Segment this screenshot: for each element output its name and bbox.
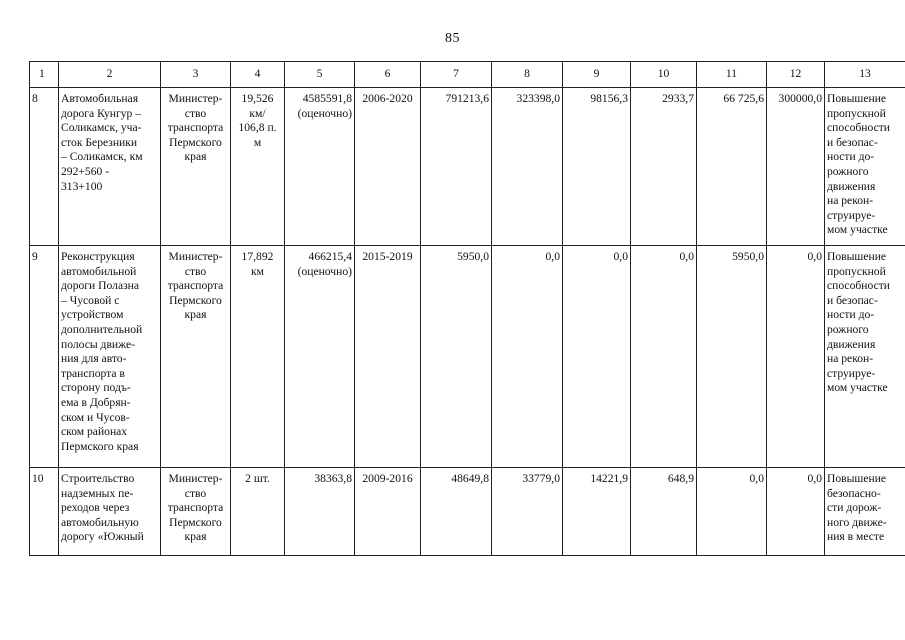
header-cell: 4	[231, 62, 285, 88]
header-cell: 5	[285, 62, 355, 88]
table-row	[30, 468, 905, 556]
value-col-12: 0,0	[767, 468, 825, 556]
value-col-10: 648,9	[631, 468, 697, 556]
header-cell: 13	[825, 62, 905, 88]
header-cell: 10	[631, 62, 697, 88]
value-col-10: 2933,7	[631, 88, 697, 246]
value-col-9: 14221,9	[563, 468, 631, 556]
value-col-10: 0,0	[631, 246, 697, 468]
row-number: 9	[30, 246, 59, 468]
object-name: Строительство надземных пе- реходов через автомобильную дорогу «Южный	[59, 468, 161, 556]
period: 2015-2019	[355, 246, 421, 468]
table-row	[30, 246, 905, 468]
header-cell: 3	[161, 62, 231, 88]
header-cell: 2	[59, 62, 161, 88]
header-cell: 11	[697, 62, 767, 88]
estimated-cost: 4585591,8 (оценочно)	[285, 88, 355, 246]
header-cell: 7	[421, 62, 492, 88]
capacity: 19,526 км/ 106,8 п. м	[231, 88, 285, 246]
value-col-12: 0,0	[767, 246, 825, 468]
agency: Министер- ство транспорта Пермского края	[161, 246, 231, 468]
value-col-11: 0,0	[697, 468, 767, 556]
object-name: Реконструкция автомобильной дороги Полазна – Чусовой с устройством дополнительной полосы движе- ния для авто- транспорта в сторону подъ- ема в Добрян- ском и Чусов- ском районах Пермского края	[59, 246, 161, 468]
value-col-8: 323398,0	[492, 88, 563, 246]
expected-result: Повышение безопасно- сти дорож- ного движе- ния в месте	[825, 468, 905, 556]
page-number: 85	[445, 31, 460, 46]
row-number: 10	[30, 468, 59, 556]
value-col-7: 791213,6	[421, 88, 492, 246]
program-table	[29, 61, 905, 556]
value-col-8: 33779,0	[492, 468, 563, 556]
header-cell: 6	[355, 62, 421, 88]
agency: Министер- ство транспорта Пермского края	[161, 88, 231, 246]
value-col-8: 0,0	[492, 246, 563, 468]
estimated-cost: 38363,8	[285, 468, 355, 556]
table-row	[30, 88, 905, 246]
agency: Министер- ство транспорта Пермского края	[161, 468, 231, 556]
capacity: 2 шт.	[231, 468, 285, 556]
value-col-9: 0,0	[563, 246, 631, 468]
value-col-7: 48649,8	[421, 468, 492, 556]
value-col-12: 300000,0	[767, 88, 825, 246]
table-header-row	[30, 62, 905, 88]
period: 2006-2020	[355, 88, 421, 246]
expected-result: Повышение пропускной способности и безопас- ности до- рожного движения на рекон- струируе- мом участке	[825, 246, 905, 468]
capacity: 17,892 км	[231, 246, 285, 468]
header-cell: 1	[30, 62, 59, 88]
value-col-11: 66 725,6	[697, 88, 767, 246]
period: 2009-2016	[355, 468, 421, 556]
value-col-7: 5950,0	[421, 246, 492, 468]
header-cell: 8	[492, 62, 563, 88]
header-cell: 12	[767, 62, 825, 88]
expected-result: Повышение пропускной способности и безопас- ности до- рожного движения на рекон- струируе- мом участке	[825, 88, 905, 246]
value-col-11: 5950,0	[697, 246, 767, 468]
header-cell: 9	[563, 62, 631, 88]
row-number: 8	[30, 88, 59, 246]
estimated-cost: 466215,4 (оценочно)	[285, 246, 355, 468]
object-name: Автомобильная дорога Кунгур – Соликамск, уча- сток Березники – Соликамск, км 292+560 - 313+100	[59, 88, 161, 246]
value-col-9: 98156,3	[563, 88, 631, 246]
